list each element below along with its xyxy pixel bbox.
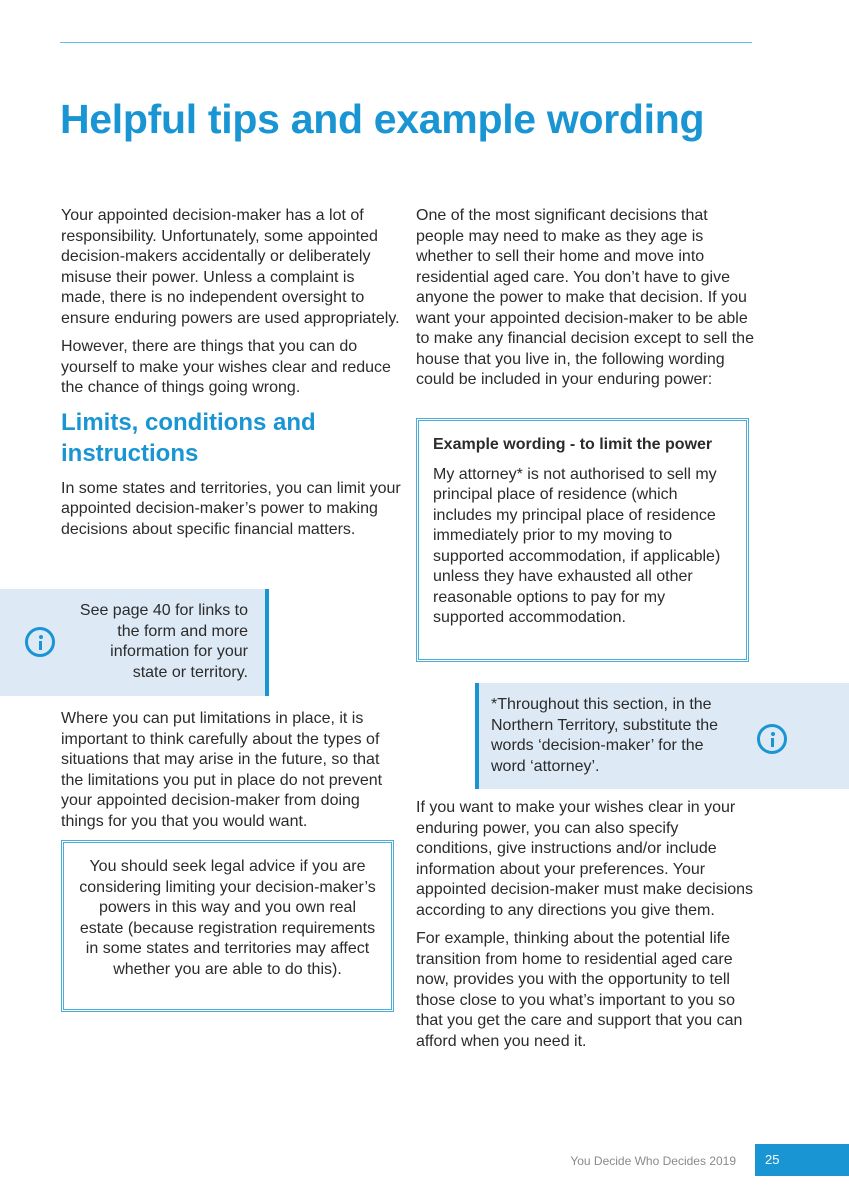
- section-heading: Limits, conditions and instructions: [61, 408, 316, 467]
- wishes-paragraph: If you want to make your wishes clear in your enduring power, you can also specify conditions, give instructions and/or include information about your preferences. Your appointed decision-maker must make decisions according to any directions you give them.: [416, 799, 754, 919]
- info-note-text: *Throughout this section, in the Northern Territory, substitute the words ‘decision-maker’ for the word ‘attorney’.: [491, 696, 719, 775]
- footer-publication: You Decide Who Decides 2019: [570, 1154, 736, 1168]
- limits-paragraph: In some states and territories, you can limit your appointed decision-maker’s power to making decisions about specific financial matters.: [61, 479, 401, 538]
- info-note-form-links: [0, 589, 269, 696]
- info-icon: [25, 627, 55, 657]
- example-wording-text: My attorney* is not authorised to sell my principal place of residence (which includes my principal place of residence immediately prior to my moving to supported accommodation, if applicable) unless they have exhausted all other reasonable options to pay for my supported accommodation.: [433, 465, 721, 626]
- info-note-text: See page 40 for links to the form and more information for your state or territory.: [79, 602, 248, 681]
- legal-advice-box: [61, 840, 394, 1012]
- intro-paragraph-2: However, there are things that you can do yourself to make your wishes clear and reduce the chance of things going wrong.: [61, 338, 391, 396]
- example-wording-title: Example wording - to limit the power: [433, 436, 713, 453]
- significant-decisions-paragraph: One of the most significant decisions that people may need to make as they age is whether to sell their home and move into residential aged care. You don’t have to give anyone the power to make that decision. If you want your appointed decision-maker to be able to make any financial decision except to sell the house that you live in, the following wording could be included in your enduring power:: [416, 207, 754, 388]
- legal-advice-text: You should seek legal advice if you are considering limiting your decision-maker’s powers in this way and you own real estate (because registration requirements in some states and territories may affect whether you are able to do this).: [79, 858, 376, 978]
- info-note-northern-territory: [475, 683, 849, 789]
- top-divider: [60, 42, 752, 43]
- example-wording-box: [416, 418, 749, 662]
- page-number: 25: [755, 1144, 849, 1176]
- left-column-lower: [61, 709, 401, 840]
- page-title: Helpful tips and example wording: [60, 96, 705, 142]
- info-icon: [757, 724, 787, 754]
- limitations-paragraph: Where you can put limitations in place, it is important to think carefully about the types of situations that may arise in the future, so that the limitations you put in place do not prevent your appointed decision-maker from doing things for you that you would want.: [61, 710, 383, 830]
- right-column: [416, 206, 756, 399]
- left-column: [61, 206, 401, 548]
- intro-paragraph-1: Your appointed decision-maker has a lot of responsibility. Unfortunately, some appointed decision-makers accidentally or deliberately misuse their power. Unless a complaint is made, there is no independent oversight to ensure enduring powers are used appropriately.: [61, 207, 400, 327]
- transition-paragraph: For example, thinking about the potential life transition from home to residential aged care now, provides you with the opportunity to tell those close to you what’s important to you so that you get the care and support that you can afford when you need it.: [416, 930, 743, 1050]
- right-column-lower: [416, 798, 756, 1060]
